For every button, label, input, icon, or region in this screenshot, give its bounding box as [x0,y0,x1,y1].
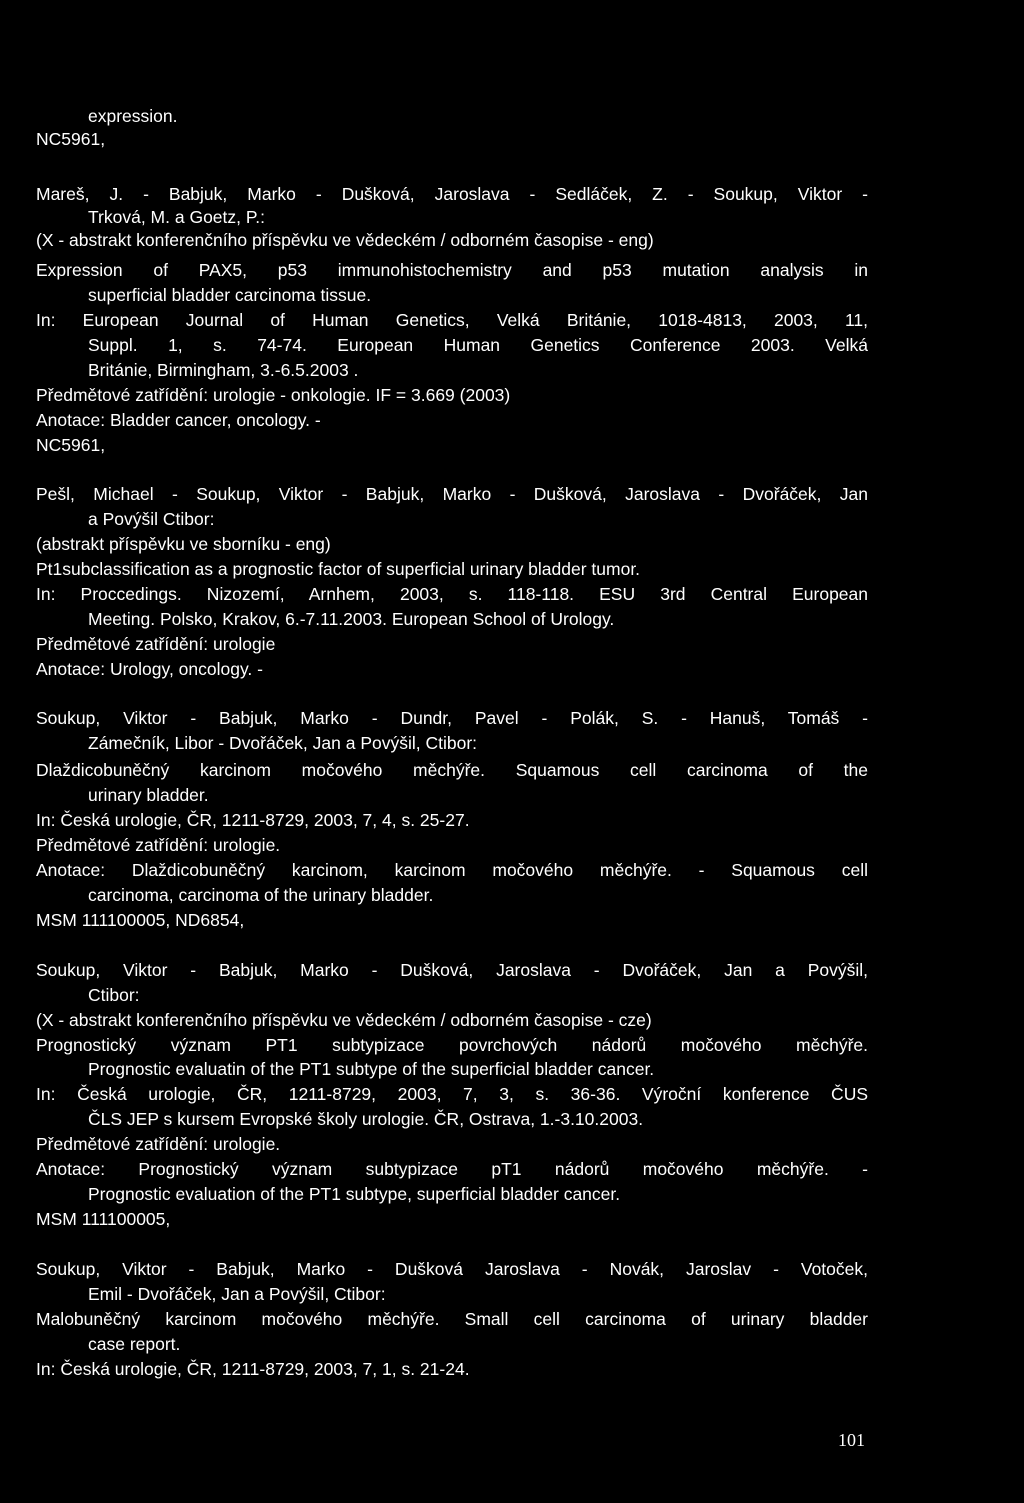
entry-authors-cont: Emil - Dvořáček, Jan a Povýšil, Ctibor: [88,1284,386,1304]
entry-source-cont: Suppl. 1, s. 74-74. European Human Genetics Conference 2003. Velká [88,335,868,355]
entry-subject: Předmětové zatřídění: urologie - onkologie. IF = 3.669 (2003) [36,385,511,405]
entry-title-cont: Prognostic evaluatin of the PT1 subtype of the superficial bladder cancer. [88,1059,655,1079]
entry-annotation-cont: carcinoma, carcinoma of the urinary bladder. [88,885,434,905]
entry-source: In: European Journal of Human Genetics, Velká Británie, 1018-4813, 2003, 11, [36,310,868,330]
entry-source: In: Česká urologie, ČR, 1211-8729, 2003, 7, 4, s. 25-27. [36,810,470,830]
entry-source: In: Česká urologie, ČR, 1211-8729, 2003, 7, 3, s. 36-36. Výroční konference ČUS [36,1084,868,1104]
entry-source: In: Česká urologie, ČR, 1211-8729, 2003, 7, 1, s. 21-24. [36,1359,470,1379]
entry-title: Malobuněčný karcinom močového měchýře. Small cell carcinoma of urinary bladder [36,1309,868,1329]
entry-title: Expression of PAX5, p53 immunohistochemistry and p53 mutation analysis in [36,260,868,280]
entry-annotation: Anotace: Dlaždicobuněčný karcinom, karcinom močového měchýře. - Squamous cell [36,860,868,880]
entry-type: (abstrakt příspěvku ve sborníku - eng) [36,534,331,554]
entry-title-cont: urinary bladder. [88,785,209,805]
entry-authors: Mareš, J. - Babjuk, Marko - Dušková, Jaroslava - Sedláček, Z. - Soukup, Viktor - [36,184,868,204]
entry-authors-cont: a Povýšil Ctibor: [88,509,215,529]
entry-code: MSM 111100005, [36,1209,171,1229]
entry-source: In: Proccedings. Nizozemí, Arnhem, 2003, s. 118-118. ESU 3rd Central European [36,584,868,604]
entry-authors-cont: Zámečník, Libor - Dvořáček, Jan a Povýšil, Ctibor: [88,733,478,753]
entry-title: Pt1subclassification as a prognostic factor of superficial urinary bladder tumor. [36,559,641,579]
entry-authors: Pešl, Michael - Soukup, Viktor - Babjuk, Marko - Dušková, Jaroslava - Dvořáček, Jan [36,484,868,504]
entry-annotation: Anotace: Urology, oncology. - [36,659,263,679]
entry-code: MSM 111100005, ND6854, [36,910,245,930]
entry-authors: Soukup, Viktor - Babjuk, Marko - Dundr, Pavel - Polák, S. - Hanuš, Tomáš - [36,708,868,728]
intro-code: NC5961, [36,129,106,149]
entry-subject: Předmětové zatřídění: urologie. [36,835,281,855]
entry-source-cont: ČLS JEP s kursem Evropské školy urologie. ČR, Ostrava, 1.-3.10.2003. [88,1109,644,1129]
page-number: 101 [838,1430,865,1450]
entry-source-cont: Británie, Birmingham, 3.-6.5.2003 . [88,360,359,380]
entry-title: Dlaždicobuněčný karcinom močového měchýře. Squamous cell carcinoma of the [36,760,868,780]
entry-annotation: Anotace: Bladder cancer, oncology. - [36,410,321,430]
entry-title-cont: superficial bladder carcinoma tissue. [88,285,372,305]
entry-annotation-cont: Prognostic evaluation of the PT1 subtype, superficial bladder cancer. [88,1184,621,1204]
entry-authors: Soukup, Viktor - Babjuk, Marko - Dušková, Jaroslava - Dvořáček, Jan a Povýšil, [36,960,868,980]
entry-authors-cont: Ctibor: [88,985,140,1005]
intro-line: expression. [88,106,178,126]
entry-source-cont: Meeting. Polsko, Krakov, 6.-7.11.2003. European School of Urology. [88,609,615,629]
entry-authors: Soukup, Viktor - Babjuk, Marko - Dušková Jaroslava - Novák, Jaroslav - Votoček, [36,1259,868,1279]
entry-annotation: Anotace: Prognostický význam subtypizace pT1 nádorů močového měchýře. - [36,1159,868,1179]
entry-type: (X - abstrakt konferenčního příspěvku ve vědeckém / odborném časopise - eng) [36,230,654,250]
entry-authors-cont: Trková, M. a Goetz, P.: [88,207,266,227]
entry-code: NC5961, [36,435,106,455]
entry-title: Prognostický význam PT1 subtypizace povrchových nádorů močového měchýře. [36,1035,868,1055]
entry-subject: Předmětové zatřídění: urologie [36,634,276,654]
entry-subject: Předmětové zatřídění: urologie. [36,1134,281,1154]
entry-title-cont: case report. [88,1334,181,1354]
entry-type: (X - abstrakt konferenčního příspěvku ve vědeckém / odborném časopise - cze) [36,1010,652,1030]
